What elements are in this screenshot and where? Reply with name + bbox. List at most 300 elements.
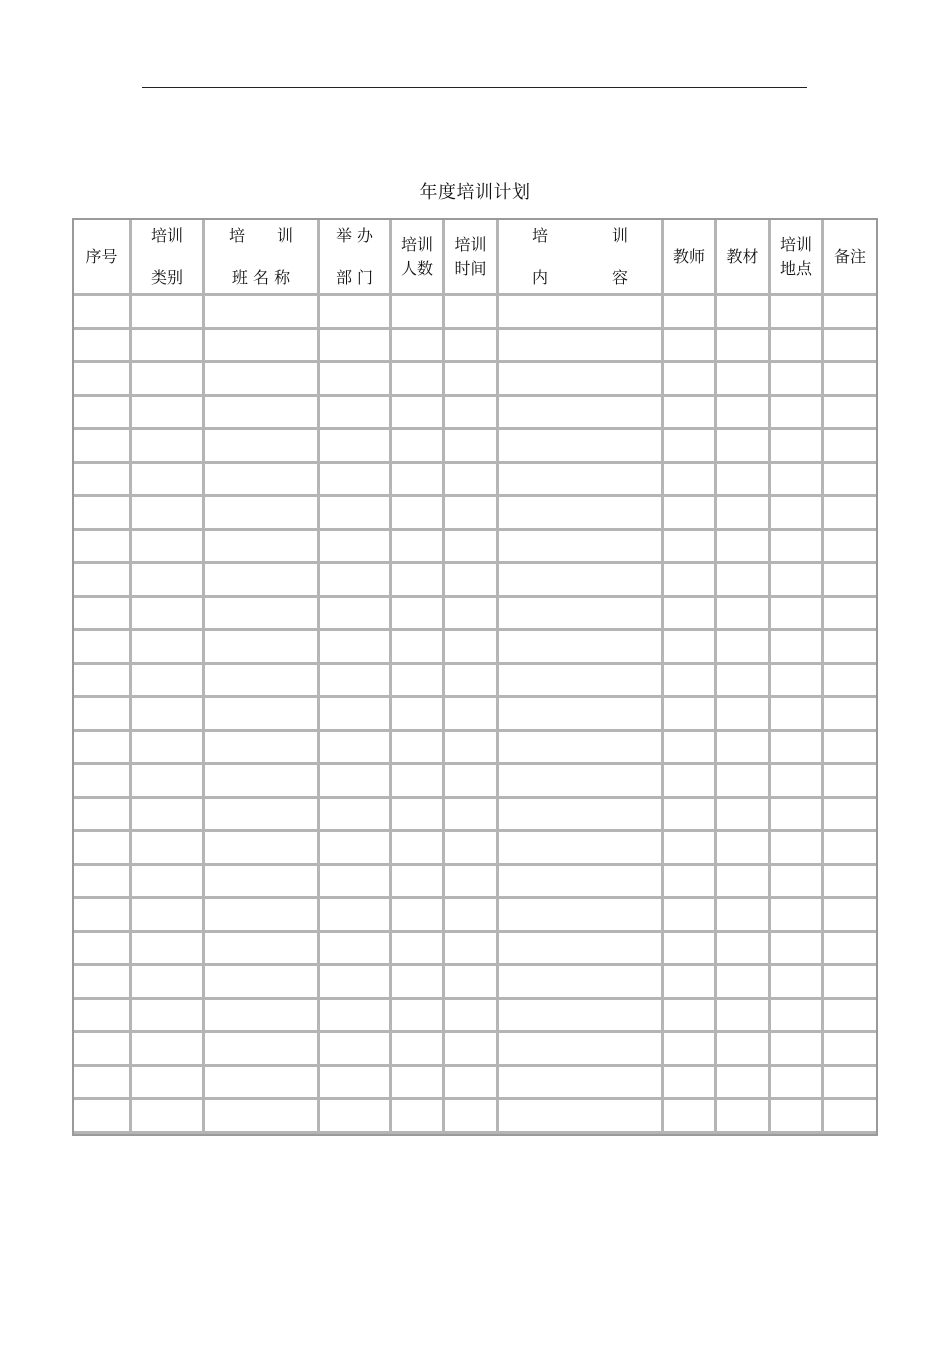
table-cell-class_name[interactable] — [205, 866, 320, 900]
table-cell-location[interactable] — [771, 1000, 824, 1034]
table-cell-remarks[interactable] — [824, 397, 876, 431]
table-cell-location[interactable] — [771, 531, 824, 565]
table-cell-teacher[interactable] — [664, 799, 717, 833]
table-cell-location[interactable] — [771, 1067, 824, 1101]
table-cell-time[interactable] — [445, 397, 499, 431]
table-cell-category[interactable] — [132, 866, 205, 900]
table-cell-teacher[interactable] — [664, 497, 717, 531]
table-cell-count[interactable] — [392, 866, 445, 900]
table-cell-seq[interactable] — [74, 598, 132, 632]
table-cell-location[interactable] — [771, 832, 824, 866]
table-cell-seq[interactable] — [74, 698, 132, 732]
table-cell-category[interactable] — [132, 765, 205, 799]
table-cell-time[interactable] — [445, 1000, 499, 1034]
header-class-name: 培 训 班 名 称 — [205, 220, 320, 296]
table-cell-material[interactable] — [717, 966, 771, 1000]
table-cell-remarks[interactable] — [824, 598, 876, 632]
table-row — [74, 799, 876, 833]
table-cell-location[interactable] — [771, 799, 824, 833]
table-cell-content[interactable] — [499, 799, 664, 833]
table-cell-class_name[interactable] — [205, 1033, 320, 1067]
table-cell-time[interactable] — [445, 1033, 499, 1067]
table-cell-dept[interactable] — [320, 832, 392, 866]
table-cell-count[interactable] — [392, 1100, 445, 1134]
header-content: 培 训 内 容 — [499, 220, 664, 296]
table-cell-category[interactable] — [132, 1067, 205, 1101]
table-cell-time[interactable] — [445, 1100, 499, 1134]
table-cell-material[interactable] — [717, 1033, 771, 1067]
table-cell-material[interactable] — [717, 933, 771, 967]
table-cell-class_name[interactable] — [205, 1100, 320, 1134]
table-cell-class_name[interactable] — [205, 631, 320, 665]
table-cell-seq[interactable] — [74, 564, 132, 598]
table-cell-time[interactable] — [445, 832, 499, 866]
table-cell-location[interactable] — [771, 933, 824, 967]
table-cell-time[interactable] — [445, 631, 499, 665]
table-row — [74, 1000, 876, 1034]
table-cell-content[interactable] — [499, 765, 664, 799]
table-cell-time[interactable] — [445, 1067, 499, 1101]
table-cell-dept[interactable] — [320, 765, 392, 799]
table-cell-time[interactable] — [445, 765, 499, 799]
table-cell-material[interactable] — [717, 531, 771, 565]
table-cell-dept[interactable] — [320, 799, 392, 833]
table-row — [74, 665, 876, 699]
table-cell-seq[interactable] — [74, 1033, 132, 1067]
table-cell-remarks[interactable] — [824, 631, 876, 665]
table-cell-class_name[interactable] — [205, 933, 320, 967]
table-cell-seq[interactable] — [74, 665, 132, 699]
table-cell-material[interactable] — [717, 866, 771, 900]
table-cell-remarks[interactable] — [824, 564, 876, 598]
table-cell-category[interactable] — [132, 698, 205, 732]
table-cell-location[interactable] — [771, 296, 824, 330]
table-cell-material[interactable] — [717, 330, 771, 364]
table-cell-remarks[interactable] — [824, 665, 876, 699]
table-cell-class_name[interactable] — [205, 732, 320, 766]
table-cell-count[interactable] — [392, 665, 445, 699]
table-cell-remarks[interactable] — [824, 899, 876, 933]
table-cell-dept[interactable] — [320, 1100, 392, 1134]
table-cell-count[interactable] — [392, 631, 445, 665]
table-cell-material[interactable] — [717, 564, 771, 598]
table-cell-teacher[interactable] — [664, 1000, 717, 1034]
table-cell-dept[interactable] — [320, 330, 392, 364]
table-cell-location[interactable] — [771, 497, 824, 531]
table-cell-dept[interactable] — [320, 564, 392, 598]
table-cell-content[interactable] — [499, 1067, 664, 1101]
table-cell-content[interactable] — [499, 1000, 664, 1034]
table-cell-seq[interactable] — [74, 296, 132, 330]
table-cell-class_name[interactable] — [205, 1000, 320, 1034]
table-cell-category[interactable] — [132, 899, 205, 933]
table-cell-content[interactable] — [499, 732, 664, 766]
table-cell-class_name[interactable] — [205, 966, 320, 1000]
table-cell-time[interactable] — [445, 732, 499, 766]
table-cell-category[interactable] — [132, 430, 205, 464]
table-cell-category[interactable] — [132, 665, 205, 699]
table-cell-class_name[interactable] — [205, 799, 320, 833]
table-cell-dept[interactable] — [320, 1033, 392, 1067]
table-cell-category[interactable] — [132, 1100, 205, 1134]
table-cell-remarks[interactable] — [824, 933, 876, 967]
table-cell-time[interactable] — [445, 866, 499, 900]
table-cell-dept[interactable] — [320, 732, 392, 766]
table-cell-seq[interactable] — [74, 899, 132, 933]
table-cell-time[interactable] — [445, 665, 499, 699]
table-cell-category[interactable] — [132, 497, 205, 531]
document-title: 年度培训计划 — [419, 182, 531, 203]
table-cell-class_name[interactable] — [205, 564, 320, 598]
table-cell-category[interactable] — [132, 1000, 205, 1034]
table-cell-dept[interactable] — [320, 430, 392, 464]
table-cell-seq[interactable] — [74, 531, 132, 565]
table-cell-class_name[interactable] — [205, 497, 320, 531]
table-row — [74, 531, 876, 565]
table-cell-material[interactable] — [717, 832, 771, 866]
table-cell-category[interactable] — [132, 799, 205, 833]
table-row — [74, 430, 876, 464]
table-cell-count[interactable] — [392, 296, 445, 330]
table-cell-category[interactable] — [132, 598, 205, 632]
table-cell-remarks[interactable] — [824, 966, 876, 1000]
table-header-row — [74, 220, 876, 296]
table-cell-remarks[interactable] — [824, 296, 876, 330]
table-cell-material[interactable] — [717, 497, 771, 531]
table-cell-category[interactable] — [132, 732, 205, 766]
table-cell-remarks[interactable] — [824, 732, 876, 766]
table-cell-location[interactable] — [771, 765, 824, 799]
table-cell-count[interactable] — [392, 330, 445, 364]
table-row — [74, 598, 876, 632]
table-row — [74, 765, 876, 799]
table-cell-time[interactable] — [445, 564, 499, 598]
table-cell-teacher[interactable] — [664, 832, 717, 866]
table-cell-teacher[interactable] — [664, 631, 717, 665]
table-cell-teacher[interactable] — [664, 665, 717, 699]
table-cell-teacher[interactable] — [664, 564, 717, 598]
table-cell-dept[interactable] — [320, 464, 392, 498]
table-cell-teacher[interactable] — [664, 933, 717, 967]
table-cell-time[interactable] — [445, 531, 499, 565]
table-cell-location[interactable] — [771, 464, 824, 498]
table-cell-dept[interactable] — [320, 698, 392, 732]
table-cell-time[interactable] — [445, 497, 499, 531]
table-cell-location[interactable] — [771, 397, 824, 431]
table-cell-remarks[interactable] — [824, 430, 876, 464]
table-cell-class_name[interactable] — [205, 531, 320, 565]
table-cell-time[interactable] — [445, 464, 499, 498]
table-cell-category[interactable] — [132, 397, 205, 431]
table-cell-dept[interactable] — [320, 1000, 392, 1034]
table-cell-content[interactable] — [499, 933, 664, 967]
table-cell-remarks[interactable] — [824, 464, 876, 498]
table-cell-class_name[interactable] — [205, 1067, 320, 1101]
table-cell-class_name[interactable] — [205, 330, 320, 364]
table-cell-seq[interactable] — [74, 866, 132, 900]
table-cell-remarks[interactable] — [824, 531, 876, 565]
table-cell-remarks[interactable] — [824, 330, 876, 364]
table-cell-count[interactable] — [392, 899, 445, 933]
table-cell-remarks[interactable] — [824, 1000, 876, 1034]
table-cell-count[interactable] — [392, 799, 445, 833]
table-cell-remarks[interactable] — [824, 497, 876, 531]
table-cell-location[interactable] — [771, 732, 824, 766]
table-cell-count[interactable] — [392, 464, 445, 498]
table-cell-teacher[interactable] — [664, 966, 717, 1000]
table-cell-material[interactable] — [717, 665, 771, 699]
table-cell-time[interactable] — [445, 933, 499, 967]
header-count: 培训 人数 — [392, 220, 445, 296]
table-cell-count[interactable] — [392, 531, 445, 565]
table-cell-seq[interactable] — [74, 397, 132, 431]
table-cell-material[interactable] — [717, 765, 771, 799]
table-cell-count[interactable] — [392, 765, 445, 799]
table-cell-location[interactable] — [771, 564, 824, 598]
table-cell-seq[interactable] — [74, 966, 132, 1000]
table-cell-teacher[interactable] — [664, 330, 717, 364]
table-cell-remarks[interactable] — [824, 1033, 876, 1067]
table-cell-teacher[interactable] — [664, 698, 717, 732]
table-cell-teacher[interactable] — [664, 397, 717, 431]
table-cell-content[interactable] — [499, 531, 664, 565]
table-cell-count[interactable] — [392, 832, 445, 866]
table-cell-count[interactable] — [392, 1000, 445, 1034]
table-row — [74, 296, 876, 330]
table-cell-count[interactable] — [392, 497, 445, 531]
table-cell-time[interactable] — [445, 698, 499, 732]
table-cell-time[interactable] — [445, 799, 499, 833]
table-cell-teacher[interactable] — [664, 899, 717, 933]
table-cell-dept[interactable] — [320, 866, 392, 900]
table-cell-count[interactable] — [392, 564, 445, 598]
table-cell-material[interactable] — [717, 363, 771, 397]
table-cell-seq[interactable] — [74, 799, 132, 833]
table-cell-seq[interactable] — [74, 832, 132, 866]
table-row — [74, 1100, 876, 1134]
table-cell-material[interactable] — [717, 899, 771, 933]
table-cell-teacher[interactable] — [664, 598, 717, 632]
table-cell-remarks[interactable] — [824, 799, 876, 833]
table-cell-material[interactable] — [717, 732, 771, 766]
table-cell-class_name[interactable] — [205, 765, 320, 799]
table-cell-count[interactable] — [392, 598, 445, 632]
table-cell-location[interactable] — [771, 631, 824, 665]
table-cell-material[interactable] — [717, 799, 771, 833]
table-cell-location[interactable] — [771, 966, 824, 1000]
table-cell-content[interactable] — [499, 665, 664, 699]
table-cell-dept[interactable] — [320, 966, 392, 1000]
table-cell-teacher[interactable] — [664, 866, 717, 900]
table-cell-location[interactable] — [771, 665, 824, 699]
table-row — [74, 698, 876, 732]
table-cell-teacher[interactable] — [664, 732, 717, 766]
table-cell-seq[interactable] — [74, 464, 132, 498]
table-row — [74, 330, 876, 364]
table-cell-material[interactable] — [717, 464, 771, 498]
table-cell-category[interactable] — [132, 832, 205, 866]
table-cell-count[interactable] — [392, 698, 445, 732]
table-cell-count[interactable] — [392, 363, 445, 397]
table-cell-teacher[interactable] — [664, 430, 717, 464]
table-cell-content[interactable] — [499, 631, 664, 665]
table-cell-content[interactable] — [499, 832, 664, 866]
table-row — [74, 497, 876, 531]
table-cell-category[interactable] — [132, 933, 205, 967]
table-cell-time[interactable] — [445, 296, 499, 330]
table-cell-class_name[interactable] — [205, 464, 320, 498]
table-cell-material[interactable] — [717, 1000, 771, 1034]
table-cell-class_name[interactable] — [205, 296, 320, 330]
table-cell-time[interactable] — [445, 598, 499, 632]
table-cell-seq[interactable] — [74, 1100, 132, 1134]
table-cell-dept[interactable] — [320, 899, 392, 933]
table-cell-remarks[interactable] — [824, 832, 876, 866]
table-cell-location[interactable] — [771, 698, 824, 732]
table-cell-remarks[interactable] — [824, 1067, 876, 1101]
table-cell-seq[interactable] — [74, 732, 132, 766]
table-row — [74, 933, 876, 967]
table-cell-teacher[interactable] — [664, 1033, 717, 1067]
table-cell-teacher[interactable] — [664, 531, 717, 565]
table-cell-remarks[interactable] — [824, 1100, 876, 1134]
table-cell-seq[interactable] — [74, 497, 132, 531]
table-cell-content[interactable] — [499, 966, 664, 1000]
table-cell-location[interactable] — [771, 363, 824, 397]
table-cell-seq[interactable] — [74, 330, 132, 364]
table-cell-time[interactable] — [445, 363, 499, 397]
table-cell-location[interactable] — [771, 1033, 824, 1067]
table-cell-time[interactable] — [445, 430, 499, 464]
table-row — [74, 464, 876, 498]
header-time: 培训 时间 — [445, 220, 499, 296]
table-cell-content[interactable] — [499, 363, 664, 397]
table-cell-dept[interactable] — [320, 665, 392, 699]
table-cell-content[interactable] — [499, 899, 664, 933]
table-cell-dept[interactable] — [320, 933, 392, 967]
table-cell-count[interactable] — [392, 1033, 445, 1067]
table-cell-material[interactable] — [717, 296, 771, 330]
table-cell-seq[interactable] — [74, 363, 132, 397]
table-cell-content[interactable] — [499, 464, 664, 498]
table-cell-category[interactable] — [132, 564, 205, 598]
table-cell-dept[interactable] — [320, 397, 392, 431]
table-cell-seq[interactable] — [74, 1000, 132, 1034]
table-cell-category[interactable] — [132, 464, 205, 498]
table-cell-remarks[interactable] — [824, 698, 876, 732]
table-cell-teacher[interactable] — [664, 1100, 717, 1134]
table-cell-seq[interactable] — [74, 933, 132, 967]
table-row — [74, 1033, 876, 1067]
table-cell-material[interactable] — [717, 598, 771, 632]
table-cell-location[interactable] — [771, 899, 824, 933]
table-cell-material[interactable] — [717, 430, 771, 464]
table-cell-seq[interactable] — [74, 1067, 132, 1101]
table-cell-content[interactable] — [499, 564, 664, 598]
table-cell-time[interactable] — [445, 966, 499, 1000]
table-cell-content[interactable] — [499, 497, 664, 531]
table-row — [74, 397, 876, 431]
table-cell-location[interactable] — [771, 1100, 824, 1134]
table-cell-content[interactable] — [499, 430, 664, 464]
table-cell-class_name[interactable] — [205, 363, 320, 397]
table-cell-class_name[interactable] — [205, 598, 320, 632]
table-cell-category[interactable] — [132, 363, 205, 397]
table-cell-teacher[interactable] — [664, 363, 717, 397]
table-cell-category[interactable] — [132, 330, 205, 364]
table-cell-material[interactable] — [717, 631, 771, 665]
table-cell-content[interactable] — [499, 296, 664, 330]
table-cell-count[interactable] — [392, 732, 445, 766]
table-cell-seq[interactable] — [74, 765, 132, 799]
table-cell-category[interactable] — [132, 631, 205, 665]
table-cell-location[interactable] — [771, 430, 824, 464]
table-cell-content[interactable] — [499, 1100, 664, 1134]
table-cell-class_name[interactable] — [205, 832, 320, 866]
table-cell-count[interactable] — [392, 397, 445, 431]
table-cell-class_name[interactable] — [205, 899, 320, 933]
table-cell-content[interactable] — [499, 698, 664, 732]
table-cell-dept[interactable] — [320, 631, 392, 665]
table-cell-teacher[interactable] — [664, 765, 717, 799]
table-cell-time[interactable] — [445, 330, 499, 364]
table-cell-remarks[interactable] — [824, 765, 876, 799]
table-cell-seq[interactable] — [74, 631, 132, 665]
table-cell-class_name[interactable] — [205, 665, 320, 699]
table-row — [74, 899, 876, 933]
table-cell-content[interactable] — [499, 598, 664, 632]
table-cell-count[interactable] — [392, 430, 445, 464]
table-cell-category[interactable] — [132, 296, 205, 330]
table-cell-category[interactable] — [132, 1033, 205, 1067]
table-cell-location[interactable] — [771, 598, 824, 632]
table-cell-class_name[interactable] — [205, 698, 320, 732]
header-category: 培训 类别 — [132, 220, 205, 296]
table-cell-count[interactable] — [392, 966, 445, 1000]
table-cell-teacher[interactable] — [664, 464, 717, 498]
table-cell-teacher[interactable] — [664, 296, 717, 330]
table-cell-dept[interactable] — [320, 531, 392, 565]
table-cell-content[interactable] — [499, 397, 664, 431]
table-cell-material[interactable] — [717, 397, 771, 431]
table-cell-content[interactable] — [499, 330, 664, 364]
table-cell-remarks[interactable] — [824, 866, 876, 900]
table-cell-material[interactable] — [717, 698, 771, 732]
table-cell-dept[interactable] — [320, 363, 392, 397]
table-cell-dept[interactable] — [320, 598, 392, 632]
table-row — [74, 832, 876, 866]
table-cell-category[interactable] — [132, 966, 205, 1000]
table-cell-category[interactable] — [132, 531, 205, 565]
table-cell-count[interactable] — [392, 1067, 445, 1101]
table-cell-content[interactable] — [499, 866, 664, 900]
table-cell-material[interactable] — [717, 1067, 771, 1101]
table-cell-count[interactable] — [392, 933, 445, 967]
table-cell-class_name[interactable] — [205, 397, 320, 431]
table-cell-class_name[interactable] — [205, 430, 320, 464]
table-cell-location[interactable] — [771, 330, 824, 364]
table-cell-content[interactable] — [499, 1033, 664, 1067]
table-cell-remarks[interactable] — [824, 363, 876, 397]
table-cell-teacher[interactable] — [664, 1067, 717, 1101]
table-cell-location[interactable] — [771, 866, 824, 900]
table-cell-dept[interactable] — [320, 1067, 392, 1101]
table-cell-dept[interactable] — [320, 296, 392, 330]
table-cell-seq[interactable] — [74, 430, 132, 464]
table-cell-dept[interactable] — [320, 497, 392, 531]
table-cell-time[interactable] — [445, 899, 499, 933]
table-cell-material[interactable] — [717, 1100, 771, 1134]
